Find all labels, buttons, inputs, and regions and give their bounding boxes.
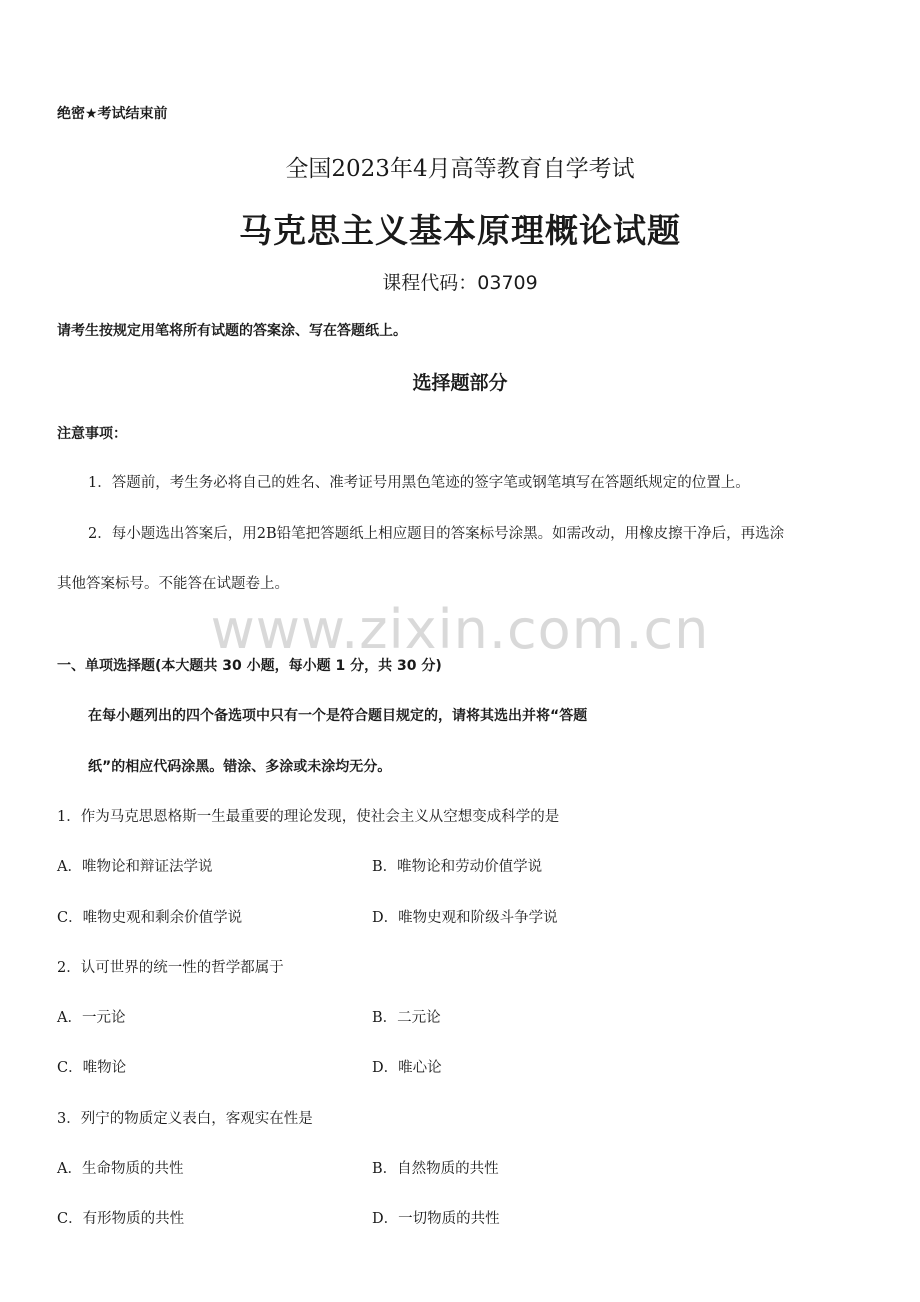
- question-1-option-b: B．唯物论和劳动价值学说: [372, 859, 543, 875]
- question-3-option-c: C．有形物质的共性: [57, 1211, 185, 1227]
- notes-heading: 注意事项：: [57, 426, 127, 442]
- section-description-line-1: 在每小题列出的四个备选项中只有一个是符合题目规定的，请将其选出并将“答题: [88, 708, 588, 724]
- confidential-label: 绝密★考试结束前: [57, 106, 168, 122]
- subject-title: 马克思主义基本原理概论试题: [239, 211, 681, 250]
- question-3-option-a: A．生命物质的共性: [57, 1161, 184, 1177]
- question-3-stem: 3．列宁的物质定义表白，客观实在性是: [57, 1111, 313, 1127]
- note-item-1: 1．答题前，考生务必将自己的姓名、准考证号用黑色笔迹的签字笔或钢笔填写在答题纸规定的位置上。: [88, 475, 750, 491]
- part-title: 选择题部分: [412, 372, 508, 394]
- course-code: 课程代码：03709: [382, 272, 538, 294]
- note-item-2-line-2: 其他答案标号。不能答在试题卷上。: [57, 576, 289, 592]
- question-1-option-a: A．唯物论和辩证法学说: [57, 859, 213, 875]
- note-item-2-line-1: 2．每小题选出答案后，用2B铅笔把答题纸上相应题目的答案标号涂黑。如需改动，用橡皮擦干净后，再选涂: [88, 526, 785, 542]
- question-2-stem: 2．认可世界的统一性的哲学都属于: [57, 960, 284, 976]
- question-2-option-d: D．唯心论: [372, 1060, 442, 1076]
- answer-instruction: 请考生按规定用笔将所有试题的答案涂、写在答题纸上。: [57, 323, 407, 339]
- question-2-option-a: A．一元论: [57, 1010, 126, 1026]
- watermark-text: www.zixin.com.cn: [210, 598, 710, 661]
- question-2-option-b: B．二元论: [372, 1010, 441, 1026]
- question-1-option-c: C．唯物史观和剩余价值学说: [57, 910, 243, 926]
- section-description-line-2: 纸”的相应代码涂黑。错涂、多涂或未涂均无分。: [88, 759, 392, 775]
- section-title: 一、单项选择题(本大题共 30 小题，每小题 1 分，共 30 分): [57, 658, 442, 674]
- question-3-option-d: D．一切物质的共性: [372, 1211, 500, 1227]
- question-2-option-c: C．唯物论: [57, 1060, 127, 1076]
- question-1-stem: 1．作为马克思恩格斯一生最重要的理论发现，使社会主义从空想变成科学的是: [57, 809, 560, 825]
- question-3-option-b: B．自然物质的共性: [372, 1161, 499, 1177]
- question-1-option-d: D．唯物史观和阶级斗争学说: [372, 910, 558, 926]
- exam-title: 全国2023年4月高等教育自学考试: [285, 156, 635, 182]
